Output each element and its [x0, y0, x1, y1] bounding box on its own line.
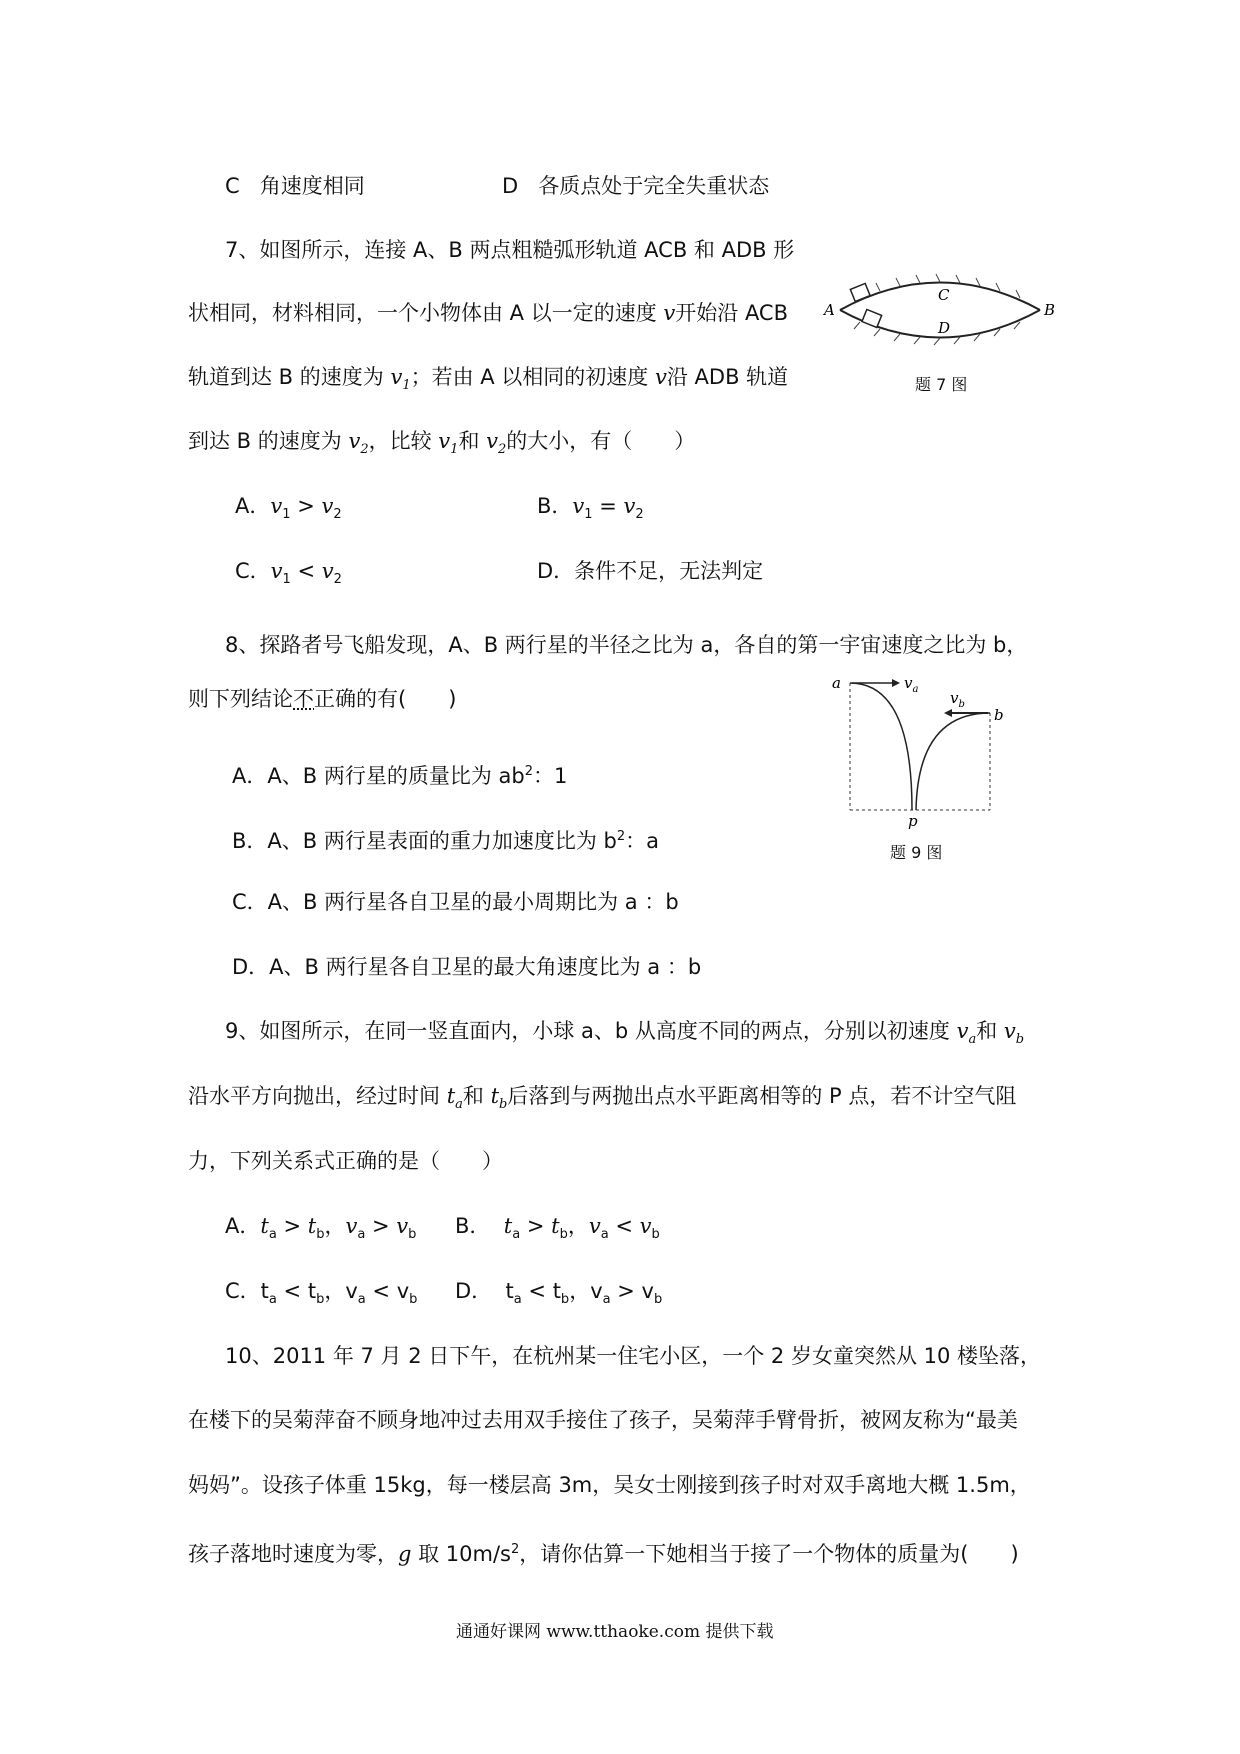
q7-stem-line-4: 到达 B 的速度为 $v_2$，比较 $v_1$和 $v_2$的大小，有（ ） — [188, 429, 696, 458]
q8-option-b: B．A、B 两行星表面的重力加速度比为 $b^2$：a — [232, 829, 660, 853]
q7-figure-caption: 题 7 图 — [915, 375, 968, 394]
q8-emphasis-not: 不 — [293, 687, 314, 711]
q9-label-p: p — [908, 812, 918, 830]
q6-option-c: C 角速度相同 — [225, 174, 365, 198]
q7-label-d: D — [938, 319, 951, 337]
q7-option-b: B．$v_1 = v_2$ — [537, 494, 644, 523]
q7-hatch-lower — [854, 322, 1020, 345]
q9-label-vb: $v_b$ — [950, 689, 965, 710]
q9-stem-line-3: 力，下列关系式正确的是（ ） — [188, 1149, 503, 1173]
q8-option-c: C．A、B 两行星各自卫星的最小周期比为 a ：b — [232, 890, 679, 914]
q10-stem-line-1: 10、2011 年 7 月 2 日下午，在杭州某一住宅小区，一个 2 岁女童突然从 10 楼坠落， — [225, 1344, 1042, 1368]
q6-option-d: D 各质点处于完全失重状态 — [502, 174, 770, 198]
q9-label-b: b — [994, 706, 1004, 724]
q9-option-a: A．$t_a > t_b$，$v_a > v_b$ — [225, 1214, 417, 1243]
q9-figure — [820, 668, 1020, 830]
q7-figure — [820, 270, 1060, 350]
q7-stem-line-2: 状相同，材料相同，一个小物体由 A 以一定的速度 v开始沿 ACB — [188, 301, 789, 325]
q9-trajectory-a — [850, 683, 912, 810]
q7-stem-line-1: 7、如图所示，连接 A、B 两点粗糙弧形轨道 ACB 和 ADB 形 — [225, 238, 795, 262]
q10-stem-line-2: 在楼下的吴菊萍奋不顾身地冲过去用双手接住了孩子，吴菊萍手臂骨折，被网友称为“最美 — [188, 1408, 1018, 1432]
q10-stem-line-3: 妈妈”。设孩子体重 15kg，每一楼层高 3m，吴女士刚接到孩子时对双手离地大概 1.5m， — [188, 1473, 1031, 1497]
q9-trajectory-b — [916, 713, 990, 810]
q8-stem-line-1: 8、探路者号飞船发现，A、B 两行星的半径之比为 a，各自的第一宇宙速度之比为 b， — [225, 633, 1028, 657]
q7-option-c: C．$v_1 < v_2$ — [235, 559, 342, 588]
q7-label-a: A — [824, 301, 835, 319]
q9-label-va: $v_a$ — [904, 674, 919, 695]
q8-option-d: D．A、B 两行星各自卫星的最大角速度比为 a ：b — [232, 955, 702, 979]
q7-label-c: C — [938, 286, 950, 304]
q9-label-a: a — [832, 674, 841, 692]
q9-stem-line-1: 9、如图所示，在同一竖直面内，小球 a、b 从高度不同的两点，分别以初速度 $v_a$和 $v_b$ — [225, 1019, 1025, 1048]
q7-stem-line-3: 轨道到达 B 的速度为 $v_1$；若由 A 以相同的初速度 v沿 ADB 轨道 — [188, 365, 789, 394]
q10-stem-line-4: 孩子落地时速度为零，g 取 $10m/s^2$，请你估算一下她相当于接了一个物体的质量为( ) — [188, 1542, 1019, 1566]
q9-arrowhead-a — [892, 679, 900, 687]
q7-label-b: B — [1044, 301, 1056, 319]
q7-block-lower — [862, 309, 882, 327]
q9-option-b: B． $t_a > t_b$，$v_a < v_b$ — [455, 1214, 660, 1243]
q9-arrowhead-b — [944, 709, 952, 717]
page-footer: 通通好课网 www.tthaoke.com 提供下载 — [456, 1622, 774, 1642]
q7-block-upper — [850, 283, 870, 301]
q9-stem-line-2: 沿水平方向抛出，经过时间 $t_a$和 $t_b$后落到与两抛出点水平距离相等的 P 点，若不计空气阻 — [188, 1084, 1017, 1113]
q9-option-d: D． $t_a < t_b$，$v_a > v_b$ — [455, 1279, 663, 1308]
q9-option-c: C．$t_a < t_b$，$v_a < v_b$ — [225, 1279, 418, 1308]
q7-option-a: A．$v_1 > v_2$ — [235, 494, 342, 523]
q8-stem-line-2: 则下列结论不正确的有( ) — [188, 687, 457, 711]
q8-option-a: A．A、B 两行星的质量比为 $ab^2$：1 — [232, 764, 568, 788]
q9-figure-caption: 题 9 图 — [890, 843, 943, 862]
q7-option-d: D．条件不足，无法判定 — [537, 559, 764, 583]
